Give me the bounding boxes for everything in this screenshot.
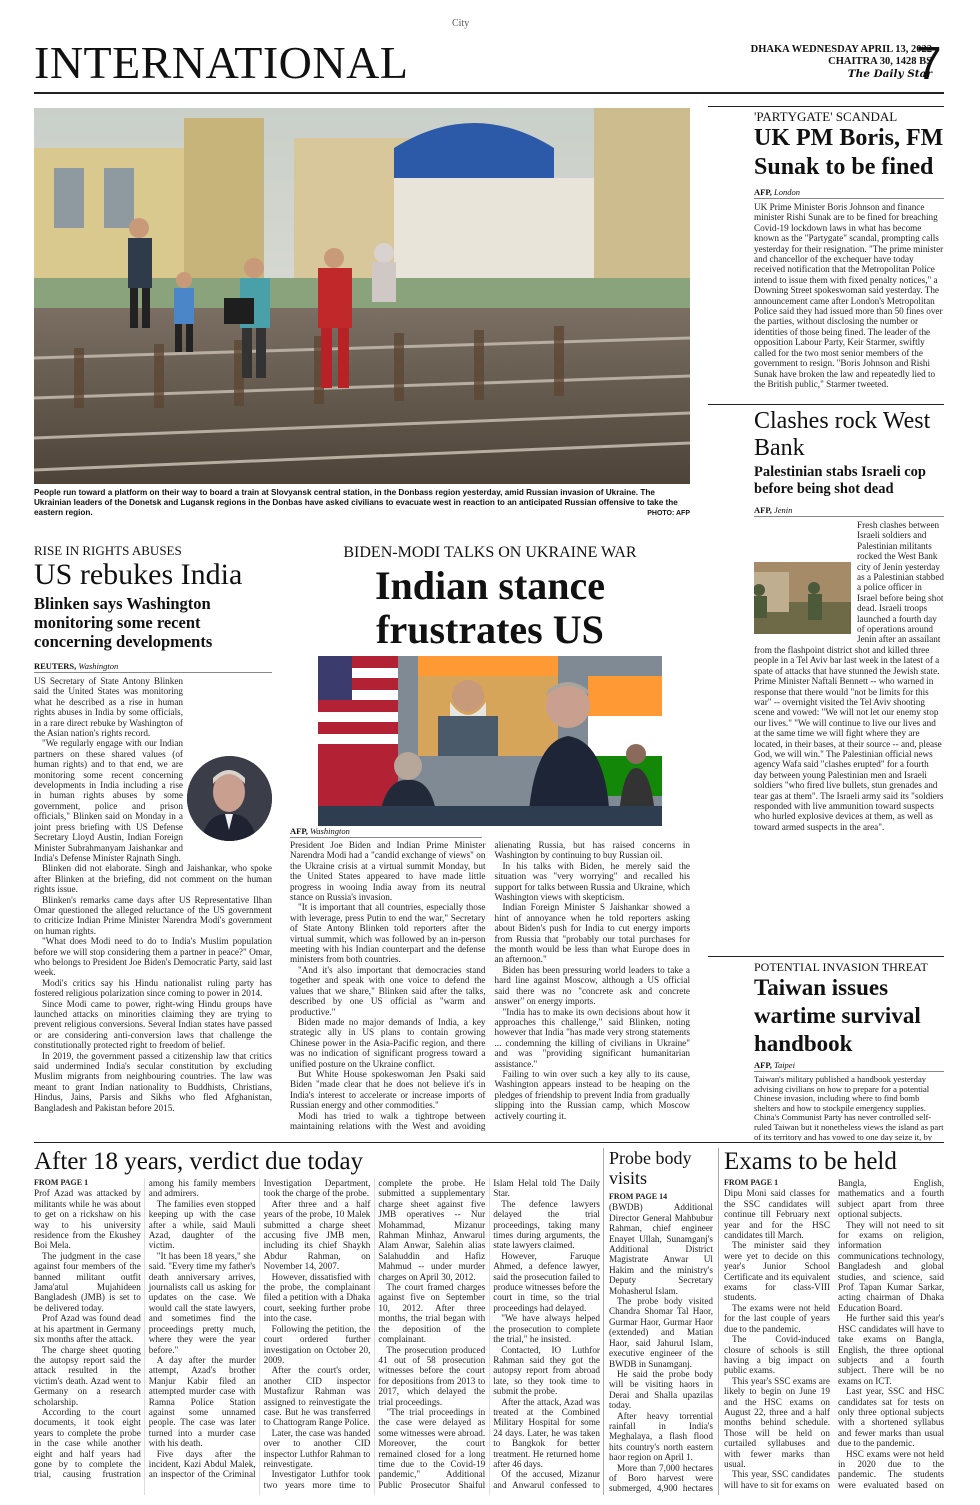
probe-body (609, 1192, 713, 1495)
taiwan-kicker: POTENTIAL INVASION THREAT (754, 960, 928, 974)
train-station-photo (34, 108, 690, 484)
taiwan-byline (754, 1060, 795, 1070)
verdict-paragraph: Investigator Luthfor took two years more time to complete the probe. He submitted a supplementary charge sheet against five JMB operatives -- Nur Mohammad, Mizanur Rahman Minhaz, Anwarul Alam Anwar, Salehin alias Salahuddin and Hafiz Mahmud -- under murder charges on April 30, 2012. (263, 1178, 486, 1490)
probe-from-page: FROM PAGE 14 (609, 1192, 668, 1201)
us_india-paragraph: In 2019, the government passed a citizenship law that critics said undermined India's secular constitution by excluding Muslim migrants from neighbouring countries. The law was meant to grant Indian nationality to Buddhists, Christians, Hindus, Jains, Parsis and Sikhs who fled Afghanistan, Bangladesh and Pakistan before 2015. (34, 1050, 272, 1113)
partygate-byline-rule (754, 198, 944, 199)
westbank-headline: Clashes rock West Bank (754, 408, 931, 461)
westbank-agency: AFP, (754, 505, 772, 515)
partygate-kicker: 'PARTYGATE' SCANDAL (754, 109, 898, 124)
partygate-place: London (774, 187, 800, 197)
exams-paragraph: The exams were not held for the last couple of years due to the pandemic. (724, 1302, 830, 1334)
verdict-paragraph: However, Faruque Ahmed, a defence lawyer, said the prosecution failed to produce witnesses before the court in time, so the trial proceedings had delayed. (493, 1250, 600, 1313)
bangla-date: CHAITRA 30, 1428 BS (828, 56, 932, 67)
verdict-paragraph: After the court's order, another CID inspector Mustafizur Rahman was assigned to reinvestigate the case. But he was transferred to Chattogram Range Police. (263, 1365, 371, 1428)
partygate-top-rule (708, 106, 944, 107)
usindia-agency: REUTERS, (34, 661, 77, 671)
exams-paragraph: The Covid-induced closure of schools is still having a big impact on public exams. (724, 1334, 830, 1376)
bidenmodi-kicker: BIDEN-MODI TALKS ON UKRAINE WAR (343, 544, 637, 561)
bidenmodi-byline-rule (290, 837, 482, 838)
westbank-text: Fresh clashes between Israeli soldiers and Palestinian militants rocked the West Bank city of Jenin yesterday as a Palestinian stabbed a police officer in Israel before being shot dead. Israeli troops launched a fourth day of operations around Jenin after an assailant from the flashpoint district shot and killed three people in a Tel Aviv bar last week in the latest of a spate of attacks that have stunned the Jewish state. Prime Minister Naftali Bennett -- who warned in response that there would "not be limits for this war" -- overnight visited the Tel Aviv shooting scene and vowed: "We will not let our enemy stop our lives." "We will continue to live our lives and at the same time we will fight where they are located, in their bases, at their source -- and, please God, we will win." The Palestinian official news agency Wafa said "clashes erupted" for a fourth day between young Palestinian men and Israeli soldiers "who fired live bullets, stun grenades and tear gas at them". The Israeli army said its "soldiers responded with live ammunition toward suspects who hurled explosive devices at them, as well as toward armed suspects in the area". (754, 520, 944, 832)
westbank-body (754, 520, 944, 950)
probe-paragraph: More than 7,000 hectares of Boro harvest were submerged, 4,900 hectares (609, 1462, 713, 1494)
bidenmodi-body (290, 840, 690, 1136)
probe-headline: Probe body visits (609, 1148, 692, 1188)
westbank-place: Jenin (774, 505, 793, 515)
masthead-rule (34, 92, 944, 94)
date-text: DHAKA WEDNESDAY APRIL 13, 2022 (750, 44, 932, 55)
biden_modi-paragraph: Biden made no major demands of India, a key strategic ally in US plans to contain growing Chinese power in the Asia-Pacific region, and there was no indication of significant progress toward a unified posture on the Ukraine conflict. (290, 1016, 486, 1069)
westbank-top-rule (708, 404, 944, 405)
middle-divider (34, 1142, 944, 1143)
verdict-paragraph: Later, the case was handed over to another CID inspector Luthfor Rahman to reinvestigate. (263, 1427, 371, 1469)
bidenmodi-headline: Indian stance frustrates US (374, 563, 606, 652)
us_india-paragraph: Blinken's remarks came days after US Representative Ilhan Omar questioned the alleged reluctance of the US government to criticize Indian Prime Minister Narendra Modi's government on human rights. (34, 894, 272, 936)
section-title: INTERNATIONAL (34, 37, 409, 88)
dateline (732, 44, 932, 80)
summit-photo (318, 656, 662, 826)
biden_modi-paragraph: Indian Foreign Minister S Jaishankar showed a hint of annoyance when he told reporters asking about Biden's push for India to cut energy imports from Russia that "probably our total purchases for the month would be less than what Europe does in an afternoon." (494, 902, 690, 965)
usindia-place: Washington (78, 661, 119, 671)
exams-paragraph: Last year, SSC and HSC candidates sat for tests on only three optional subjects with a shortened syllabus and fewer marks than usual due to the pandemic. (838, 1386, 944, 1449)
us_india-paragraph: US Secretary of State Antony Blinken said the United States was monitoring what he described as a rise in human rights abuses in India by some officials, in a rare direct rebuke by Washington of the Asian nation's rights record. (34, 676, 183, 739)
usindia-kicker: RISE IN RIGHTS ABUSES (34, 543, 182, 558)
us_india-paragraph: "What does Modi need to do to India's Muslim population before we will stop considering them a partner in peace?" Omar, who belongs to President Joe Biden's Democratic Party, said last week. (34, 936, 272, 978)
bidenmodi-place: Washington (310, 826, 350, 836)
partygate-body: UK Prime Minister Boris Johnson and finance minister Rishi Sunak are to be fined for breaching Covid-19 lockdown laws in what has become known as the "Partygate" scandal, prompting calls yesterday for their resignation. "The prime minister and chancellor of the exchequer have today received notification that the Metropolitan Police intend to issue them with fixed penalty notices," a Downing Street spokeswoman said yesterday. The announcement came after London's Metropolitan Police said they had issued more than 50 fines over the parties, without disclosing the number or identities of those being fined. The leader of the opposition Labour Party, Keir Starmer, swiftly called for the two most senior members of the government to resign. "Boris Johnson and Rishi Sunak have broken the law and repeatedly lied to the British public," Starmer tweeted. (754, 202, 944, 389)
us_india-paragraph: Blinken did not elaborate. Singh and Jaishankar, who spoke after Blinken at the briefing, did not comment on the human rights issue. (34, 863, 272, 895)
verdict-paragraph: Following the petition, the court ordered further investigation on October 20, 2009. (263, 1323, 371, 1365)
verdict-paragraph: The charge sheet quoting the autopsy report said the attack resulted in the victim's death. Azad went to Germany on a research scholarship. (34, 1344, 141, 1407)
exams-paragraph: This year's SSC exams are likely to begin on June 19 and the HSC exams on August 22, three and a half months behind schedule. Those will be held on curtailed syllabuses and with fewer marks than usual. (724, 1375, 830, 1469)
partygate-headline: UK PM Boris, FM Sunak to be fined (754, 125, 944, 180)
westbank-byline-rule (754, 516, 944, 517)
probe-paragraph: (BWDB) Additional Director General Mahbubur Rahman, chief engineer Enayet Ullah, Sunamganj's Additional District Magistrate Anwar Ul Hakim and the ministry's Deputy Secretary Mohasherul Islam. (609, 1202, 713, 1296)
lead-photo (34, 108, 690, 484)
exams-paragraph: The minister said they were yet to decide on this year's Junior School Certificate and its equivalent exams for class-VIII students. (724, 1240, 830, 1303)
partygate-agency: AFP, (754, 187, 772, 197)
biden_modi-paragraph: Biden has been pressuring world leaders to take a hard line against Moscow, although a US official said there was no "concrete ask and concrete answer" on energy imports. (494, 964, 690, 1007)
westbank-byline (754, 505, 792, 515)
verdict-paragraph: According to the court documents, it took eight years to complete the probe in the case while another eight and half years had gone by to complete the trial, causing frustration among his family members and admirers. (34, 1178, 256, 1480)
biden_modi-paragraph: But White House spokeswoman Jen Psaki said Biden "made clear that he does not believe it's in India's interest to accelerate or increase imports of Russian energy and other commodities." (290, 1068, 486, 1111)
biden_modi-paragraph: "India has to make its own decisions about how it approaches this challenge," said Blinken, noting however that India "has made very strong statements ... condemning the killing of civilians in Ukraine" and was "providing significant humanitarian assistance." (494, 1006, 690, 1069)
verdict-headline: After 18 years, verdict due today (34, 1148, 364, 1175)
verdict-paragraph: After the attack, Azad was treated at the Combined Military Hospital for some 24 days. Later, he was taken to Bangkok for better treatment. He returned home after 46 days. (493, 1396, 600, 1469)
verdict-paragraph: Contacted, IO Luthfor Rahman said they got the autopsy report from abroad late, so they took time to submit the probe. (493, 1344, 600, 1397)
partygate-byline (754, 187, 800, 197)
photo-credit: PHOTO: AFP (647, 510, 690, 517)
biden_modi-paragraph: "And it's also important that democracies stand together and speak with one voice to defend the values that we share," Blinken said after the talks, described by one US official as "warm and productive." (290, 964, 486, 1017)
verdict-paragraph: The families even stopped keeping up with the case after a while, said Mauli Azad, daughter of the victim. (148, 1198, 256, 1251)
us_india-paragraph: Since Modi came to power, right-wing Hindu groups have launched attacks on minorities claiming they are trying to prevent religious conversions. Several Indian states have passed or are considering anti-conversion laws that challenge the constitutionally protected right to freedom of belief. (34, 998, 272, 1051)
verdict-paragraph: "It has been 18 years," she said. "Every time my father's death anniversary arrives, journalists call us asking for updates on the case. We would call the state lawyers, and sometimes find the proceedings pretty much, where they were the year before." (148, 1250, 256, 1355)
usindia-byline-rule (34, 672, 272, 673)
exams-headline: Exams to be held (724, 1148, 897, 1175)
usindia-body (34, 676, 272, 1136)
probe-left-rule (603, 1148, 604, 1495)
verdict-paragraph: Five days after the incident, Kazi Abdul Malek, an inspector of the Criminal Investigation Department, took the charge of the probe. (148, 1178, 371, 1480)
taiwan-agency: AFP, (754, 1060, 772, 1070)
exams-body (724, 1178, 944, 1495)
bidenmodi-agency: AFP, (290, 826, 308, 836)
exams-paragraph: This year, SSC candidates will have to sit for exams on Bangla, English, mathematics and a fourth subject apart from three optional subjects. (724, 1178, 944, 1490)
probe-paragraph: The probe body visited Chandra Shomar Tal Haor, Gurmar Haor, Gurmar Haor (extended) and Matian Haor, said Jahurul Islam, executive engineer of the BWDB in Sunamganj. (609, 1296, 713, 1369)
us_india-paragraph: Modi's critics say his Hindu nationalist ruling party has fostered religious polarization since coming to power in 2014. (34, 977, 272, 999)
exams-paragraph: Dipu Moni said classes for the SSC candidates will continue till February next year and for the HSC candidates till March. (724, 1188, 830, 1241)
usindia-byline (34, 661, 118, 671)
taiwan-top-rule (708, 956, 944, 957)
blinken-photo (187, 756, 272, 841)
taiwan-place: Taipei (774, 1060, 795, 1070)
lead-photo-caption: People run toward a platform on their way to board a train at Slovyansk central station, in the Donbass region yesterday, amid Russian invasion of Ukraine. The Ukrainian leaders of the Donetsk and Lugansk regions in the Donbas have asked civilians to evacuate west in reaction to an anticipated Russian offensive to take the eastern region. (34, 488, 678, 517)
taiwan-byline-rule (754, 1071, 944, 1072)
verdict-paragraph: Of the accused, Mizanur and Anwarul confessed to (493, 1469, 600, 1490)
verdict-paragraph: The defence lawyers delayed the trial proceedings, taking many times during arguments, the state lawyers claimed. (493, 1198, 600, 1251)
biden_modi-paragraph: Modi has tried to walk a tightrope between maintaining relations with the West and avoiding alienating Russia, but has raised concerns in Washington by continuing to buy Russian oil. (290, 840, 690, 1131)
verdict-paragraph: The prosecution produced 41 out of 58 prosecution witnesses before the court for depositions from 2013 to 2017, which delayed the trial proceedings. (378, 1344, 486, 1407)
usindia-subhead: Blinken says Washington monitoring some recent concerning developments (34, 594, 213, 651)
probe-paragraph: He said the probe body will be visiting haors in Derai and Shalla upazilas today. (609, 1368, 713, 1411)
bidenmodi-byline (290, 826, 350, 836)
verdict-paragraph: Prof Azad was found dead at his apartment in Germany six months after the attack. (34, 1313, 141, 1345)
westbank-subhead: Palestinian stabs Israeli cop before being shot dead (754, 464, 926, 497)
exams-paragraph: He further said this year's HSC candidates will have to take exams on Bangla, English, the three optional subjects and a fourth subject. There will be no exams on ICT. (838, 1313, 944, 1386)
taiwan-body: Taiwan's military published a handbook yesterday advising civilians on how to prepare for a potential Chinese invasion, including where to find bomb shelters and how to stockpile emergency supplies. China's Communist Party has never controlled self-ruled Taiwan but it nonetheless views the island as part of its territory and has vowed to one day seize it, by (754, 1075, 944, 1141)
probe-paragraph: After heavy torrential rainfall in India's Meghalaya, a flash flood hits country's north eastern haor region on April 1. (609, 1410, 713, 1463)
us_india-paragraph: "We regularly engage with our Indian partners on these shared values (of human rights) and to that end, we are monitoring some recent concerning developments in India including a rise in human rights abuses by some government, police and prison officials," Blinken said on Monday in a joint press briefing with US Defense Secretary Lloyd Austin, Indian Foreign Minister Subrahmanyam Jaishankar and India's Defense Minister Rajnath Singh. (34, 738, 183, 863)
biden_modi-paragraph: Failing to win over such a key ally to its cause, Washington appears instead to be heaping on the pledges of friendship to prevent India from gradually slipping into the Russian camp, which Moscow actively courting it. (494, 1068, 690, 1121)
verdict-paragraph: The judgment in the case against four members of the banned militant outfit Jama'atul Mujahideen Bangladesh (JMB) is set to be delivered today. (34, 1250, 141, 1313)
soldiers-photo (754, 562, 851, 634)
exams-paragraph: HSC exams were not held in 2020 due to the pandemic. The students were evaluated based on (838, 1448, 944, 1490)
verdict-paragraph: However, dissatisfied with the probe, the complainant filed a petition with a Dhaka court, seeking further probe into the case. (263, 1271, 371, 1324)
virtual-summit-photo (318, 656, 662, 826)
westbank-photo (754, 562, 851, 634)
verdict-paragraph: A day after the murder attempt, Azad's brother Manjur Kabir filed an attempted murder case with Ramna Police Station against some unnamed people. The case was later turned into a murder case with his death. (148, 1354, 256, 1449)
page-number: 7 (916, 37, 942, 89)
verdict-body (34, 1178, 600, 1495)
paper-logo: The Daily Star (847, 68, 932, 80)
verdict-from-page: FROM PAGE 1 (34, 1178, 89, 1187)
biden_modi-paragraph: In his talks with Biden, he merely said the situation was "very worrying" and recalled his support for talks between Russia and Ukraine, which Washington views with skepticism. (494, 860, 690, 903)
page-tag: City (452, 18, 470, 29)
verdict-paragraph: "We have always helped the prosecution to complete the trial," he insisted. (493, 1313, 600, 1345)
biden_modi-paragraph: President Joe Biden and Indian Prime Minister Narendra Modi had a "candid exchange of views" on the Ukraine crisis at a virtual summit Monday, but the United States appeared to have made little progress in wooing India away from its neutral stance on Russia's invasion. (290, 840, 486, 903)
usindia-headline: US rebukes India (34, 558, 243, 591)
verdict-paragraph: After three and a half years of the probe, 10 Malek submitted a charge sheet accusing five JMB men, including its chief Shaykh Abdur Rahman, on November 14, 2007. (263, 1198, 371, 1272)
blinken-portrait (187, 756, 272, 841)
verdict-paragraph: "The trial proceedings in the case were delayed as some witnesses were abroad. Moreover, the court remained closed for a long time due to the Covid-19 pandemic," Additional Public Prosecutor Shaiful Islam Helal told The Daily Star. (378, 1178, 600, 1490)
verdict-paragraph: The court framed charges against five on September 10, 2012. After three months, the trial began with the deposition of the complainant. (378, 1282, 486, 1345)
taiwan-headline: Taiwan issues wartime survival handbook (754, 975, 921, 1056)
verdict-paragraph: Prof Azad was attacked by militants while he was about to get on a rickshaw on his way to his university residence from the Ekushey Boi Mela. (34, 1188, 141, 1251)
exams-left-rule (718, 1148, 719, 1495)
exams-paragraph: They will not need to sit for exams on religion, information communications technology, Bangladesh and global studies, and science, said Prof Tapan Kumar Sarkar, acting chairman of Dhaka Education Board. (838, 1219, 944, 1313)
exams-from-page: FROM PAGE 1 (724, 1178, 779, 1187)
biden_modi-paragraph: "It is important that all countries, especially those with leverage, press Putin to end the war," Secretary of State Antony Blinken told reporters after the virtual summit, which was followed by an in-person meeting with his Indian counterpart and the defense ministers from both countries. (290, 902, 486, 965)
